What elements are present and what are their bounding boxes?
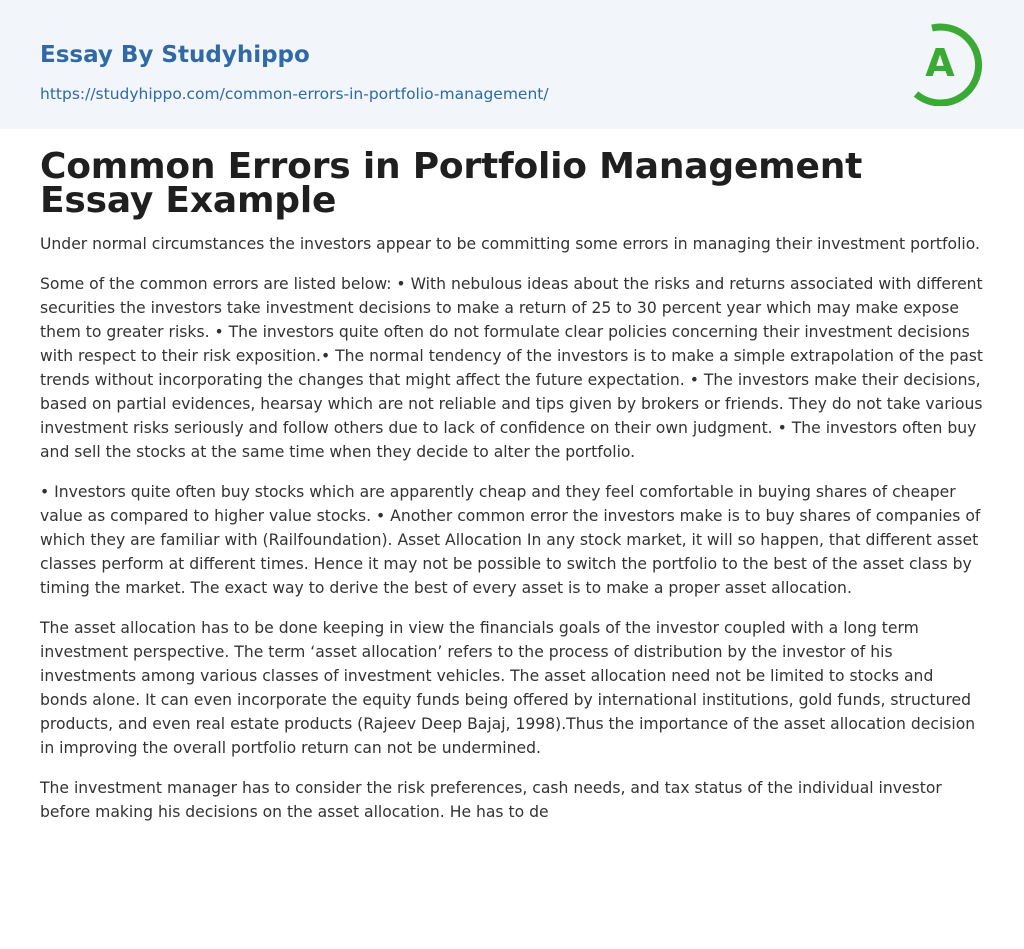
article-paragraph: Some of the common errors are listed below: • With nebulous ideas about the risks and returns associated with different securities the investors take investment decisions to make a return of 25 to 30 percent year which may make expose them to greater risks. • The investors quite often do not formulate clear policies concerning their investment decisions with respect to their risk exposition.• The normal tendency of the investors is to make a simple extrapolation of the past trends without incorporating the changes that might affect the future expectation. • The investors make their decisions, based on partial evidences, hearsay which are not reliable and tips given by brokers or friends. They do not take various investment risks seriously and follow others due to lack of confidence on their own judgment. • The investors often buy and sell the stocks at the same time when they decide to alter the portfolio.	[40, 275, 984, 461]
article-url-link[interactable]: https://studyhippo.com/common-errors-in-portfolio-management/	[40, 85, 549, 103]
site-header	[0, 0, 1024, 129]
article	[0, 146, 1024, 824]
article-paragraph: The asset allocation has to be done keeping in view the financials goals of the investor coupled with a long term investment perspective. The term ‘asset allocation’ refers to the process of distribution by the investor of his investments among various classes of investment vehicles. The asset allocation need not be limited to stocks and bonds alone. It can even incorporate the equity funds being offered by international institutions, gold funds, structured products, and even real estate products (Rajeev Deep Bajaj, 1998).Thus the importance of the asset allocation decision in improving the overall portfolio return can not be undermined.	[40, 619, 976, 757]
article-paragraph: The investment manager has to consider the risk preferences, cash needs, and tax status of the individual investor before making his decisions on the asset allocation. He has to de	[40, 779, 942, 821]
studyhippo-logo-icon[interactable]	[910, 18, 988, 106]
site-brand[interactable]: Essay By Studyhippo	[40, 42, 310, 68]
article-paragraph: Under normal circumstances the investors appear to be committing some errors in managing their investment portfolio.	[40, 235, 980, 253]
logo-letter: A	[925, 41, 955, 85]
article-paragraph: • Investors quite often buy stocks which are apparently cheap and they feel comfortable in buying shares of cheaper value as compared to higher value stocks. • Another common error the investors make is to buy shares of companies of which they are familiar with (Railfoundation). Asset Allocation In any stock market, it will so happen, that different asset classes perform at different times. Hence it may not be possible to switch the portfolio to the best of the asset class by timing the market. The exact way to derive the best of every asset is to make a proper asset allocation.	[40, 483, 981, 597]
page-title: Common Errors in Portfolio Management Essay Example	[40, 146, 863, 221]
